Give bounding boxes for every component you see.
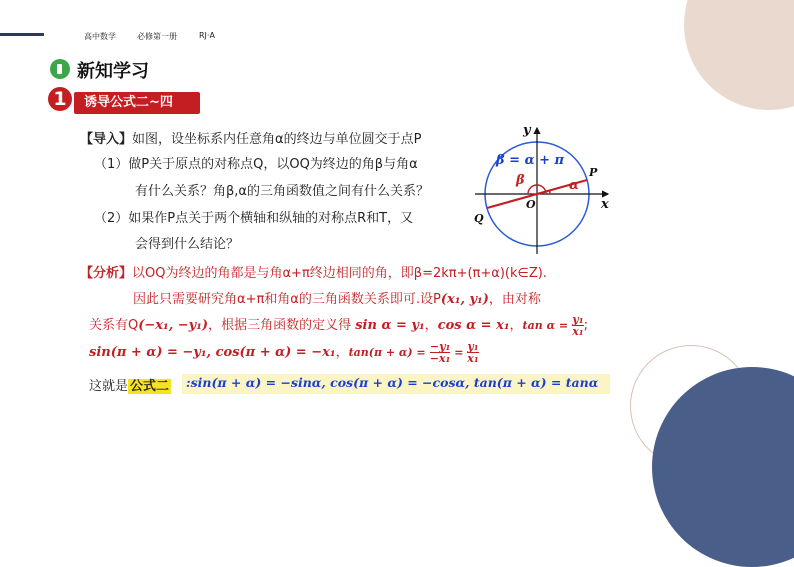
sin-alpha-def: sin α = y₁ <box>355 318 425 333</box>
analysis-line-3: 关系有Q(−x₁, −y₁)，根据三角函数的定义得 sin α = y₁，cos α = x₁，tan α = $\frac{\text{y₁}}{\text{x₁}}$ ; <box>89 313 588 338</box>
point-p-label: P <box>589 166 598 179</box>
tan-fraction-1-numerator: −y₁ <box>429 340 451 353</box>
analysis-text-3b: ，根据三角函数的定义得 <box>208 318 352 333</box>
header-edition: RJ·A <box>199 31 215 40</box>
decorative-blob-top-right <box>684 0 794 110</box>
beta-relation-label: β = α + π <box>496 153 565 168</box>
book-icon <box>50 59 70 79</box>
analysis-text-3: 关系有Q <box>89 318 139 333</box>
tan-alpha-numerator: y₁ <box>572 313 584 326</box>
tan-alpha-fraction <box>572 314 583 337</box>
tan-pi-plus-alpha-lhs: tan(π + α) = <box>348 346 426 359</box>
cos-alpha-def: cos α = x₁ <box>437 318 510 333</box>
question-2-line-1: （2）如果作P点关于两个横轴和纵轴的对称点R和T，又 <box>94 211 414 226</box>
formula-two: :sin(π + α) = −sinα, cos(π + α) = −cosα, tan(π + α) = tanα <box>186 375 599 390</box>
section-title: 新知学习 <box>77 61 149 82</box>
point-p-coords: (x₁, y₁) <box>440 292 489 307</box>
beta-label: β <box>516 173 525 188</box>
header-subject: 高中数学 <box>84 32 116 41</box>
analysis-text-2b: ，由对称 <box>488 292 541 307</box>
y-axis-label: y <box>523 123 531 138</box>
formula-name: 公式二 <box>130 379 170 394</box>
badge-label: 诱导公式二~四 <box>74 92 200 114</box>
question-1-line-1: （1）做P关于原点的对称点Q，以OQ为终边的角β与角α <box>94 157 418 172</box>
point-q-label: Q <box>474 212 484 225</box>
analysis-text-1: 以OQ为终边的角都是与角α+π终边相同的角，即β=2kπ+(π+α)(k∈Z). <box>132 266 547 281</box>
tan-fraction-1-denominator: −x₁ <box>429 352 451 365</box>
tan-fraction-2-numerator: y₁ <box>467 340 479 353</box>
question-2-line-2: 会得到什么结论？ <box>135 237 240 252</box>
intro-tag: 【导入】 <box>80 132 133 147</box>
tan-fraction-2-denominator: x₁ <box>467 352 479 365</box>
tan-fraction-2 <box>467 341 478 364</box>
sin-cos-pi-plus-alpha: sin(π + α) = −y₁, cos(π + α) = −x₁ <box>89 345 336 360</box>
question-1-line-2: 有什么关系？角β,α的三角函数值之间有什么关系？ <box>135 184 429 199</box>
tan-fraction-1 <box>430 341 451 364</box>
point-q-coords: (−x₁, −y₁) <box>138 318 209 333</box>
analysis-line-4: sin(π + α) = −y₁, cos(π + α) = −x₁，tan(π + α) = $\frac{\text{−y₁}}{\text{−x₁}}$ = $\frac{\text{y₁}}{\text{x₁}}$ <box>89 340 479 365</box>
analysis-line-2 <box>133 288 541 307</box>
tan-alpha-denominator: x₁ <box>572 325 584 338</box>
analysis-line-1 <box>80 262 547 281</box>
analysis-tag: 【分析】 <box>80 266 133 281</box>
unit-circle-figure <box>470 118 620 258</box>
intro-line-1 <box>80 128 421 147</box>
tan-alpha-lhs: tan α = <box>522 319 569 332</box>
origin-label: O <box>526 198 536 211</box>
conclusion-line <box>89 375 171 394</box>
alpha-arc <box>550 191 551 195</box>
alpha-label: α <box>569 178 580 193</box>
intro-text: 如图，设坐标系内任意角α的终边与单位圆交于点P <box>132 132 422 147</box>
header-book: 必修第一册 <box>137 32 177 41</box>
x-axis-label: x <box>601 197 609 212</box>
conclusion-prefix: 这就是 <box>89 379 129 394</box>
badge-number: 1 <box>48 87 72 111</box>
header-accent-line <box>0 33 44 36</box>
analysis-text-2: 因此只需要研究角α+π和角α的三角函数关系即可.设P <box>133 292 441 307</box>
